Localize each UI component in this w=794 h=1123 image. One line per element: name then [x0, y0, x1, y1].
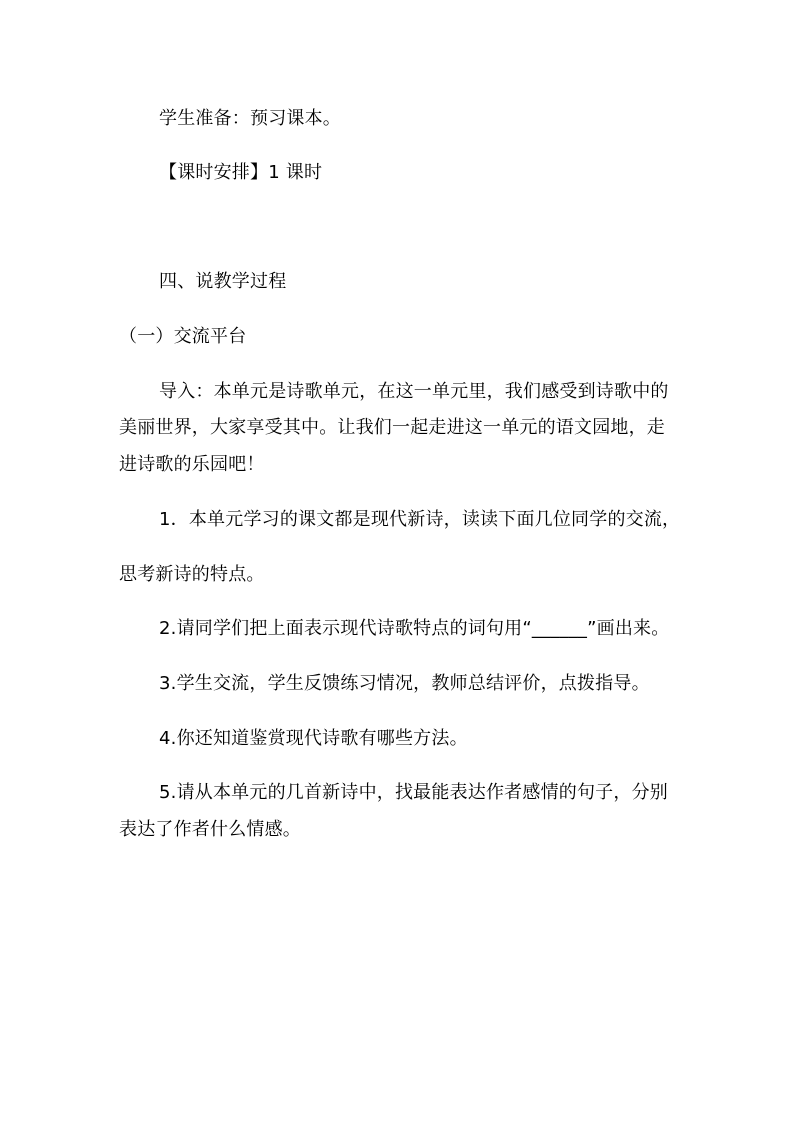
item-3-line-1: 3.学生交流，学生反馈练习情况，教师总结评价，点拨指导。 — [159, 673, 650, 694]
intro-line-1: 导入：本单元是诗歌单元，在这一单元里，我们感受到诗歌中的 — [159, 381, 669, 402]
item-5-line-1: 5.请从本单元的几首新诗中，找最能表达作者感情的句子，分别 — [159, 782, 668, 803]
item-5-line-2: 表达了作者什么情感。 — [119, 819, 301, 840]
lesson-schedule: 【课时安排】1 课时 — [159, 162, 323, 183]
intro-line-3: 进诗歌的乐园吧！ — [119, 454, 265, 475]
student-preparation: 学生准备：预习课本。 — [159, 108, 341, 129]
section-heading: 四、说教学过程 — [159, 271, 287, 292]
item-2-line-1: 2.请同学们把上面表示现代诗歌特点的词句用“______”画出来。 — [159, 618, 670, 639]
item-1-line-2: 思考新诗的特点。 — [119, 564, 265, 585]
item-4-line-1: 4.你还知道鉴赏现代诗歌有哪些方法。 — [159, 728, 468, 749]
item-1-line-1: 1．本单元学习的课文都是现代新诗，读读下面几位同学的交流， — [159, 509, 681, 530]
intro-line-2: 美丽世界，大家享受其中。让我们一起走进这一单元的语文园地，走 — [119, 417, 665, 438]
subsection-heading: （一）交流平台 — [119, 326, 247, 347]
